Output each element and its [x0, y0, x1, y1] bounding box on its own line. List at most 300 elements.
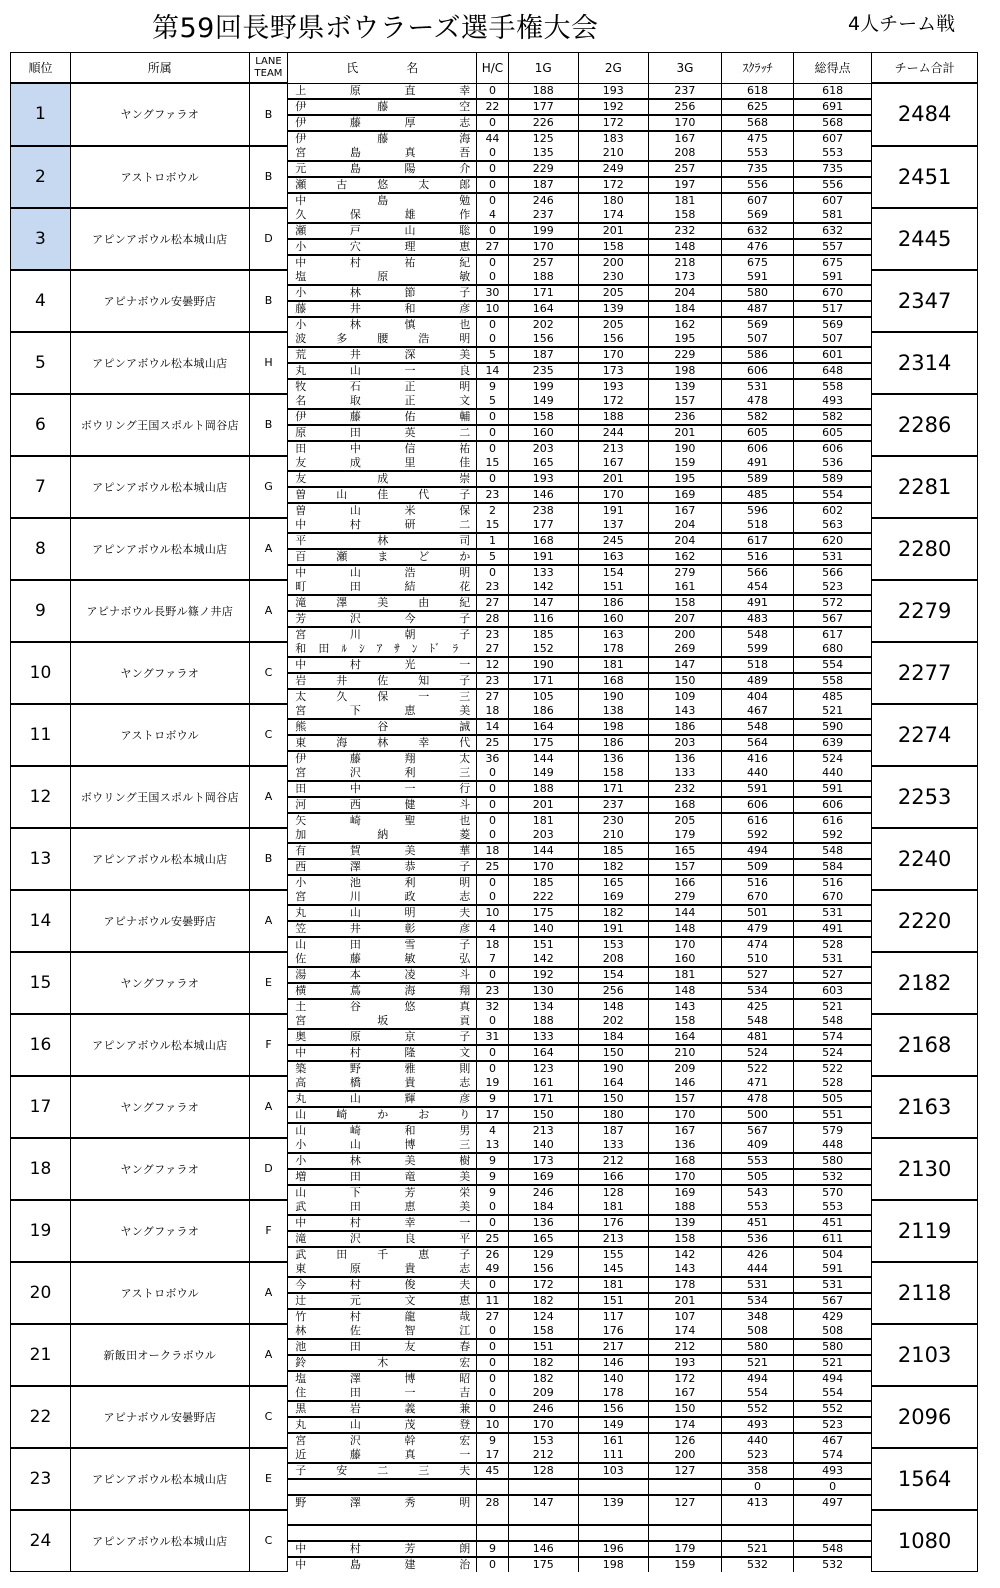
game3-cell: 201 [648, 1293, 721, 1309]
total-points-cell: 491 [794, 921, 872, 937]
total-points-cell: 552 [794, 1401, 872, 1417]
player-name: 丸山一良 [288, 363, 477, 379]
total-points-cell: 735 [794, 161, 872, 177]
game1-cell: 172 [508, 1277, 578, 1293]
game1-cell: 170 [508, 859, 578, 875]
affiliation-cell: アピナボウル長野ル篠ノ井店 [70, 580, 249, 642]
scratch-cell: 518 [721, 657, 793, 673]
game2-cell: 188 [578, 409, 648, 425]
game3-cell: 204 [648, 533, 721, 549]
game3-cell: 179 [648, 1541, 721, 1557]
game3-cell: 170 [648, 1107, 721, 1123]
game3-cell: 133 [648, 766, 721, 781]
total-points-cell: 563 [794, 518, 872, 533]
game2-cell: 160 [578, 611, 648, 627]
scratch-cell: 521 [721, 1355, 793, 1371]
player-name: 小山博三 [288, 1138, 477, 1153]
rank-cell: 17 [11, 1076, 71, 1138]
player-name: 山下芳栄 [288, 1185, 477, 1200]
game1-cell: 191 [508, 549, 578, 565]
game1-cell: 151 [508, 937, 578, 952]
game1-cell [508, 1525, 578, 1541]
team-total-cell: 2484 [872, 83, 978, 146]
game1-cell: 177 [508, 99, 578, 115]
lane-cell: C [249, 704, 288, 766]
scratch-cell: 548 [721, 627, 793, 642]
hc-cell: 4 [477, 921, 508, 937]
scratch-cell: 566 [721, 565, 793, 580]
total-points-cell: 558 [794, 379, 872, 394]
player-name: 小池利明 [288, 875, 477, 890]
team-block [11, 642, 978, 704]
game3-cell: 158 [648, 1014, 721, 1029]
header-game1: 1G [508, 53, 578, 84]
player-name: 近藤真一 [288, 1448, 477, 1463]
total-points-cell: 558 [794, 673, 872, 689]
total-points-cell: 557 [794, 239, 872, 255]
team-total-cell: 2277 [872, 642, 978, 704]
player-name: 原田英二 [288, 425, 477, 441]
total-points-cell: 522 [794, 1061, 872, 1076]
total-points-cell: 524 [794, 1045, 872, 1061]
total-points-cell: 524 [794, 751, 872, 766]
scratch-cell: 568 [721, 115, 793, 131]
total-points-cell: 567 [794, 1293, 872, 1309]
lane-cell: B [249, 394, 288, 456]
hc-cell: 36 [477, 751, 508, 766]
hc-cell: 15 [477, 456, 508, 471]
game2-cell [578, 1479, 648, 1495]
hc-cell: 25 [477, 859, 508, 875]
scratch-cell: 625 [721, 99, 793, 115]
hc-cell: 0 [477, 1045, 508, 1061]
total-points-cell: 607 [794, 193, 872, 208]
team-block [11, 1138, 978, 1200]
team-block [11, 1262, 978, 1324]
scratch-cell: 489 [721, 673, 793, 689]
game3-cell: 269 [648, 642, 721, 657]
game1-cell: 142 [508, 580, 578, 595]
game2-cell: 172 [578, 115, 648, 131]
player-name: 宮坂貢 [288, 1014, 477, 1029]
team-total-cell: 2445 [872, 208, 978, 270]
game1-cell: 222 [508, 890, 578, 905]
game2-cell: 181 [578, 1277, 648, 1293]
game3-cell: 150 [648, 673, 721, 689]
total-points-cell: 521 [794, 1355, 872, 1371]
scratch-cell: 582 [721, 409, 793, 425]
player-name: 東原貴志 [288, 1262, 477, 1277]
team-block [11, 580, 978, 642]
game3-cell: 170 [648, 115, 721, 131]
player-row [11, 1076, 978, 1091]
game2-cell: 172 [578, 177, 648, 193]
total-points-cell: 582 [794, 409, 872, 425]
player-name: 中村祐紀 [288, 255, 477, 270]
game2-cell: 148 [578, 999, 648, 1014]
lane-cell: B [249, 146, 288, 208]
game2-cell: 171 [578, 781, 648, 797]
scratch-cell: 413 [721, 1495, 793, 1510]
hc-cell: 18 [477, 704, 508, 719]
lane-cell: H [249, 332, 288, 394]
game2-cell: 191 [578, 503, 648, 518]
total-points-cell: 548 [794, 1541, 872, 1557]
scratch-cell: 505 [721, 1169, 793, 1185]
game2-cell: 245 [578, 533, 648, 549]
game1-cell: 156 [508, 1262, 578, 1277]
total-points-cell: 536 [794, 456, 872, 471]
game2-cell: 146 [578, 1355, 648, 1371]
game1-cell: 203 [508, 441, 578, 456]
game1-cell: 203 [508, 828, 578, 843]
total-points-cell: 451 [794, 1215, 872, 1231]
game2-cell: 186 [578, 595, 648, 611]
affiliation-cell: アストロボウル [70, 704, 249, 766]
player-name: 野澤秀明 [288, 1495, 477, 1510]
rank-cell: 24 [11, 1510, 71, 1572]
scratch-cell: 509 [721, 859, 793, 875]
game2-cell: 133 [578, 1138, 648, 1153]
game2-cell: 192 [578, 99, 648, 115]
game3-cell: 136 [648, 1138, 721, 1153]
scratch-cell: 479 [721, 921, 793, 937]
player-name: 鈴木宏 [288, 1355, 477, 1371]
game3-cell: 174 [648, 1324, 721, 1339]
game3-cell: 157 [648, 1091, 721, 1107]
game1-cell: 160 [508, 425, 578, 441]
hc-cell: 0 [477, 1355, 508, 1371]
game3-cell: 157 [648, 394, 721, 409]
player-name: 町田結花 [288, 580, 477, 595]
game1-cell: 105 [508, 689, 578, 704]
game3-cell: 126 [648, 1433, 721, 1448]
game3-cell: 107 [648, 1309, 721, 1324]
game1-cell: 134 [508, 999, 578, 1014]
scratch-cell: 487 [721, 301, 793, 317]
player-name: 宮沢利三 [288, 766, 477, 781]
team-total-cell: 1564 [872, 1448, 978, 1510]
hc-cell: 22 [477, 99, 508, 115]
game3-cell: 159 [648, 456, 721, 471]
game1-cell: 186 [508, 704, 578, 719]
hc-cell: 23 [477, 580, 508, 595]
game2-cell: 156 [578, 332, 648, 347]
total-points-cell: 508 [794, 1324, 872, 1339]
total-points-cell [794, 1525, 872, 1541]
game1-cell: 130 [508, 983, 578, 999]
scratch-cell: 467 [721, 704, 793, 719]
game2-cell: 178 [578, 1386, 648, 1401]
game3-cell: 218 [648, 255, 721, 270]
total-points-cell: 527 [794, 967, 872, 983]
scratch-cell: 534 [721, 1293, 793, 1309]
game1-cell: 175 [508, 905, 578, 921]
scratch-cell: 586 [721, 347, 793, 363]
total-points-cell: 0 [794, 1479, 872, 1495]
total-points-cell: 551 [794, 1107, 872, 1123]
scratch-cell: 554 [721, 1386, 793, 1401]
hc-cell: 9 [477, 1091, 508, 1107]
team-total-cell: 2220 [872, 890, 978, 952]
game1-cell: 182 [508, 1371, 578, 1386]
rank-cell: 14 [11, 890, 71, 952]
hc-cell: 23 [477, 983, 508, 999]
game2-cell: 180 [578, 1107, 648, 1123]
scratch-cell: 478 [721, 394, 793, 409]
game1-cell: 152 [508, 642, 578, 657]
game2-cell: 193 [578, 83, 648, 99]
game1-cell: 123 [508, 1061, 578, 1076]
game3-cell [648, 1510, 721, 1525]
game1-cell: 187 [508, 177, 578, 193]
player-name: 小穴理恵 [288, 239, 477, 255]
scratch-cell: 605 [721, 425, 793, 441]
hc-cell: 0 [477, 441, 508, 456]
team-block [11, 1200, 978, 1262]
player-name: 高橋貴志 [288, 1076, 477, 1091]
game2-cell: 182 [578, 905, 648, 921]
hc-cell: 28 [477, 611, 508, 627]
hc-cell: 14 [477, 363, 508, 379]
player-row [11, 332, 978, 347]
scratch-cell [721, 1510, 793, 1525]
hc-cell: 0 [477, 1200, 508, 1215]
team-block [11, 766, 978, 828]
total-points-cell: 528 [794, 1076, 872, 1091]
player-name: 林佐智江 [288, 1324, 477, 1339]
scratch-cell: 523 [721, 1448, 793, 1463]
game2-cell: 185 [578, 843, 648, 859]
game1-cell: 153 [508, 1433, 578, 1448]
lane-cell: B [249, 828, 288, 890]
hc-cell: 0 [477, 1386, 508, 1401]
game3-cell: 167 [648, 1386, 721, 1401]
hc-cell: 5 [477, 347, 508, 363]
total-points-cell: 617 [794, 627, 872, 642]
team-total-cell: 2279 [872, 580, 978, 642]
rank-cell: 9 [11, 580, 71, 642]
lane-cell: C [249, 1386, 288, 1448]
game2-cell: 190 [578, 1061, 648, 1076]
game1-cell: 173 [508, 1153, 578, 1169]
total-points-cell: 616 [794, 813, 872, 828]
total-points-cell: 505 [794, 1091, 872, 1107]
rank-cell: 10 [11, 642, 71, 704]
team-block [11, 332, 978, 394]
header-rank: 順位 [11, 53, 71, 84]
scratch-cell: 606 [721, 797, 793, 813]
total-points-cell: 532 [794, 1557, 872, 1572]
total-points-cell: 606 [794, 441, 872, 456]
rank-cell: 18 [11, 1138, 71, 1200]
game1-cell: 164 [508, 1045, 578, 1061]
rank-cell: 12 [11, 766, 71, 828]
total-points-cell: 570 [794, 1185, 872, 1200]
game1-cell: 177 [508, 518, 578, 533]
scratch-cell: 348 [721, 1309, 793, 1324]
lane-cell: G [249, 456, 288, 518]
player-name: 上原直幸 [288, 83, 477, 99]
game2-cell: 169 [578, 890, 648, 905]
game1-cell: 192 [508, 967, 578, 983]
scratch-cell: 534 [721, 983, 793, 999]
game2-cell: 151 [578, 1293, 648, 1309]
game1-cell: 175 [508, 1557, 578, 1572]
scratch-cell: 454 [721, 580, 793, 595]
game2-cell: 249 [578, 161, 648, 177]
total-points-cell: 574 [794, 1448, 872, 1463]
hc-cell: 0 [477, 161, 508, 177]
game2-cell: 172 [578, 394, 648, 409]
hc-cell: 0 [477, 1371, 508, 1386]
game3-cell: 157 [648, 859, 721, 875]
player-name: 山崎かおり [288, 1107, 477, 1123]
scratch-cell: 409 [721, 1138, 793, 1153]
game1-cell: 161 [508, 1076, 578, 1091]
lane-cell: F [249, 1200, 288, 1262]
game1-cell: 184 [508, 1200, 578, 1215]
results-table [10, 52, 978, 1572]
game2-cell: 154 [578, 565, 648, 580]
game3-cell: 162 [648, 549, 721, 565]
game3-cell: 148 [648, 921, 721, 937]
header-hc: H/C [477, 53, 508, 84]
player-name: 田中一行 [288, 781, 477, 797]
player-name: 山田雪子 [288, 937, 477, 952]
hc-cell: 0 [477, 766, 508, 781]
lane-cell: B [249, 270, 288, 332]
game3-cell: 168 [648, 797, 721, 813]
scratch-cell: 569 [721, 317, 793, 332]
game2-cell: 136 [578, 751, 648, 766]
game1-cell: 136 [508, 1215, 578, 1231]
game1-cell: 188 [508, 1014, 578, 1029]
team-block [11, 146, 978, 208]
affiliation-cell: アストロボウル [70, 1262, 249, 1324]
game3-cell: 232 [648, 781, 721, 797]
game3-cell: 150 [648, 1401, 721, 1417]
header-scratch: ｽｸﾗｯﾁ [721, 53, 793, 84]
total-points-cell: 556 [794, 177, 872, 193]
total-points-cell: 548 [794, 843, 872, 859]
scratch-cell: 553 [721, 1153, 793, 1169]
total-points-cell: 680 [794, 642, 872, 657]
player-name: 横蔦海翔 [288, 983, 477, 999]
total-points-cell: 567 [794, 611, 872, 627]
scratch-cell: 425 [721, 999, 793, 1014]
player-name: 藤井和彦 [288, 301, 477, 317]
game2-cell: 176 [578, 1215, 648, 1231]
hc-cell: 0 [477, 875, 508, 890]
game2-cell: 103 [578, 1463, 648, 1479]
hc-cell: 18 [477, 937, 508, 952]
hc-cell: 23 [477, 487, 508, 503]
hc-cell: 4 [477, 1123, 508, 1138]
game1-cell: 188 [508, 781, 578, 797]
header-row [11, 53, 978, 84]
hc-cell: 0 [477, 146, 508, 161]
hc-cell: 0 [477, 223, 508, 239]
player-name: 和田ﾙｼｱｻﾝﾄﾞﾗ [288, 642, 477, 657]
game2-cell: 213 [578, 441, 648, 456]
player-name: 武田千恵子 [288, 1247, 477, 1262]
total-points-cell: 581 [794, 208, 872, 223]
team-total-cell: 2280 [872, 518, 978, 580]
player-row [11, 394, 978, 409]
scratch-cell: 516 [721, 875, 793, 890]
game3-cell: 170 [648, 937, 721, 952]
game1-cell: 146 [508, 1541, 578, 1557]
total-points-cell: 675 [794, 255, 872, 270]
rank-cell: 8 [11, 518, 71, 580]
game3-cell: 198 [648, 363, 721, 379]
player-name: 土谷悠真 [288, 999, 477, 1014]
player-name: 伊藤佑輔 [288, 409, 477, 425]
affiliation-cell: アピンアボウル松本城山店 [70, 332, 249, 394]
affiliation-cell: アピナボウル安曇野店 [70, 270, 249, 332]
affiliation-cell: ボウリング王国スポルト岡谷店 [70, 394, 249, 456]
hc-cell: 19 [477, 1076, 508, 1091]
game2-cell: 165 [578, 875, 648, 890]
game1-cell: 150 [508, 1107, 578, 1123]
player-name: 宮川朝子 [288, 627, 477, 642]
game2-cell: 178 [578, 642, 648, 657]
game1-cell: 135 [508, 146, 578, 161]
game2-cell: 198 [578, 1557, 648, 1572]
scratch-cell: 494 [721, 1371, 793, 1386]
hc-cell: 5 [477, 394, 508, 409]
player-row [11, 890, 978, 905]
game3-cell: 174 [648, 1417, 721, 1433]
scratch-cell: 481 [721, 1029, 793, 1045]
game2-cell: 170 [578, 487, 648, 503]
game3-cell: 170 [648, 1169, 721, 1185]
total-points-cell: 603 [794, 983, 872, 999]
game2-cell: 140 [578, 1371, 648, 1386]
hc-cell: 25 [477, 1231, 508, 1247]
scratch-cell: 474 [721, 937, 793, 952]
game2-cell: 256 [578, 983, 648, 999]
total-points-cell: 531 [794, 1277, 872, 1293]
total-points-cell: 554 [794, 1386, 872, 1401]
header-team: TEAM [254, 67, 283, 79]
player-name: 伊藤翔太 [288, 751, 477, 766]
game1-cell: 124 [508, 1309, 578, 1324]
hc-cell: 17 [477, 1448, 508, 1463]
total-points-cell: 602 [794, 503, 872, 518]
lane-cell: A [249, 890, 288, 952]
hc-cell: 0 [477, 471, 508, 487]
scratch-cell: 618 [721, 83, 793, 99]
team-total-cell: 2119 [872, 1200, 978, 1262]
scratch-cell: 521 [721, 1541, 793, 1557]
scratch-cell: 617 [721, 533, 793, 549]
rank-cell: 16 [11, 1014, 71, 1076]
game3-cell: 167 [648, 503, 721, 518]
game3-cell: 161 [648, 580, 721, 595]
scratch-cell: 606 [721, 441, 793, 456]
player-name: 中村芳朗 [288, 1541, 477, 1557]
lane-cell: F [249, 1014, 288, 1076]
rank-cell: 21 [11, 1324, 71, 1386]
game1-cell: 170 [508, 1417, 578, 1433]
hc-cell: 18 [477, 843, 508, 859]
affiliation-cell: アピナボウル安曇野店 [70, 1386, 249, 1448]
total-points-cell: 591 [794, 781, 872, 797]
affiliation-cell: アストロボウル [70, 146, 249, 208]
header-team-total: チーム合計 [872, 53, 978, 84]
